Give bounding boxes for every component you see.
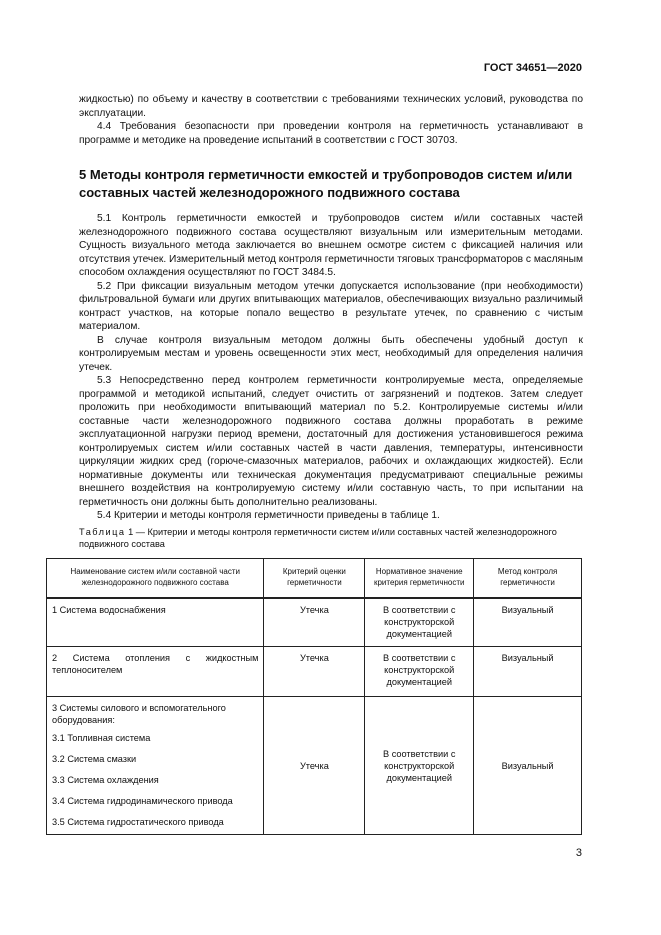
- section-title: 5 Методы контроля герметичности емкостей и трубопроводов систем и/или составных частей железнодорожного подвижного состава: [79, 167, 573, 200]
- paragraph-5-3: 5.3 Непосредственно перед контролем герметичности контролируемые места, определяемые программой и методикой испытаний, следует очистить от загрязнений и подтеков. Затем следует проложить при необходимости впитывающий материал по 5.2. Контролируемые системы и/или составные части железнодорожного подвижного состава должны проработать в режиме эксплуатационной нагрузки период времени, достаточный для достижения установившегося режима контролируемых систем и/или составных частей в части давления, температуры, интенсивности циркуляции жидких сред (горюче-смазочных материалов, рабочих и охлаждающих жидкостей). Если нормативные документы или техническая документация предусматривают специальные режимы внешнего воздействия на контролируемую систему и/или составную часть, то при испытании на герметичность они должны быть дополнительно реализованы.: [79, 375, 583, 508]
- table-row-group: [47, 696, 582, 834]
- row-criterion: Утечка: [264, 598, 365, 647]
- group-item: 3.5 Система гидростатического привода: [52, 816, 224, 827]
- table-row: [47, 598, 582, 647]
- paragraph-5-1: 5.1 Контроль герметичности емкостей и трубопроводов систем и/или составных частей железнодорожного подвижного состава осуществляют визуальным или измерительным методами. Сущность визуального метода заключается во внешнем осмотре систем с фиксацией наличия или отсутствия утечек. Измерительный метод контроля герметичности тяговых трансформаторов с масляным способом охлаждения осуществляют по ГОСТ 3484.5.: [79, 213, 583, 278]
- row-criterion: Утечка: [264, 646, 365, 696]
- group-title: 3 Системы силового и вспомогательного оборудования:: [52, 702, 226, 725]
- intro-paragraph-2: 4.4 Требования безопасности при проведении контроля на герметичность устанавливают в программе и методике на проведение испытаний в соответствии с ГОСТ 30703.: [79, 121, 583, 146]
- paragraph-5-2-cont: В случае контроля визуальным методом должны быть обеспечены удобный доступ к контролируемым местам и уровень освещенности этих мест, необходимый для определения наличия утечек.: [79, 334, 583, 373]
- header-method: Метод контроля герметичности: [474, 558, 582, 598]
- row-method: Визуальный: [474, 646, 582, 696]
- table-caption-label: Таблица: [79, 526, 126, 537]
- header-system-name: Наименование систем и/или составной части железнодорожного подвижного состава: [47, 558, 264, 598]
- header-criterion: Критерий оценки герметичности: [264, 558, 365, 598]
- row-norm: В соответствии с конструкторской документацией: [365, 646, 474, 696]
- document-id: ГОСТ 34651—2020: [483, 62, 582, 74]
- group-method: Визуальный: [474, 696, 582, 834]
- paragraph-5-2: 5.2 При фиксации визуальным методом утечки допускается использование (при необходимости) фильтровальной бумаги или других впитывающих материалов, обеспечивающих визуально различимый контраст участков, на которые попало вещество в результате утечек, по сравнению с чистым материалом.: [79, 280, 583, 332]
- group-criterion: Утечка: [264, 696, 365, 834]
- group-item: 3.1 Топливная система: [52, 732, 151, 743]
- row-name: 1 Система водоснабжения: [47, 598, 264, 647]
- page-number: 3: [575, 847, 582, 859]
- page-content: [52, 93, 583, 835]
- intro-paragraph-1: жидкостью) по объему и качеству в соответствии с требованиями технических условий, руководства по эксплуатации.: [79, 94, 583, 119]
- group-norm: В соответствии с конструкторской документацией: [365, 696, 474, 834]
- table-caption: [79, 526, 583, 550]
- group-name-cell: [47, 696, 264, 834]
- group-item: 3.2 Система смазки: [52, 753, 137, 764]
- table-row: [47, 646, 582, 696]
- group-item: 3.4 Система гидродинамического привода: [52, 795, 233, 806]
- criteria-table: [46, 558, 582, 835]
- row-norm: В соответствии с конструкторской документацией: [365, 598, 474, 647]
- table-caption-text: 1 — Критерии и методы контроля герметичности систем и/или составных частей железнодорожного подвижного состава: [79, 526, 557, 549]
- header-norm: Нормативное значение критерия герметичности: [365, 558, 474, 598]
- group-item: 3.3 Система охлаждения: [52, 774, 159, 785]
- table-header-row: [47, 558, 582, 598]
- row-method: Визуальный: [474, 598, 582, 647]
- row-name: 2 Система отопления с жидкостным теплоносителем: [47, 646, 264, 696]
- paragraph-5-4: 5.4 Критерии и методы контроля герметичности приведены в таблице 1.: [97, 510, 440, 521]
